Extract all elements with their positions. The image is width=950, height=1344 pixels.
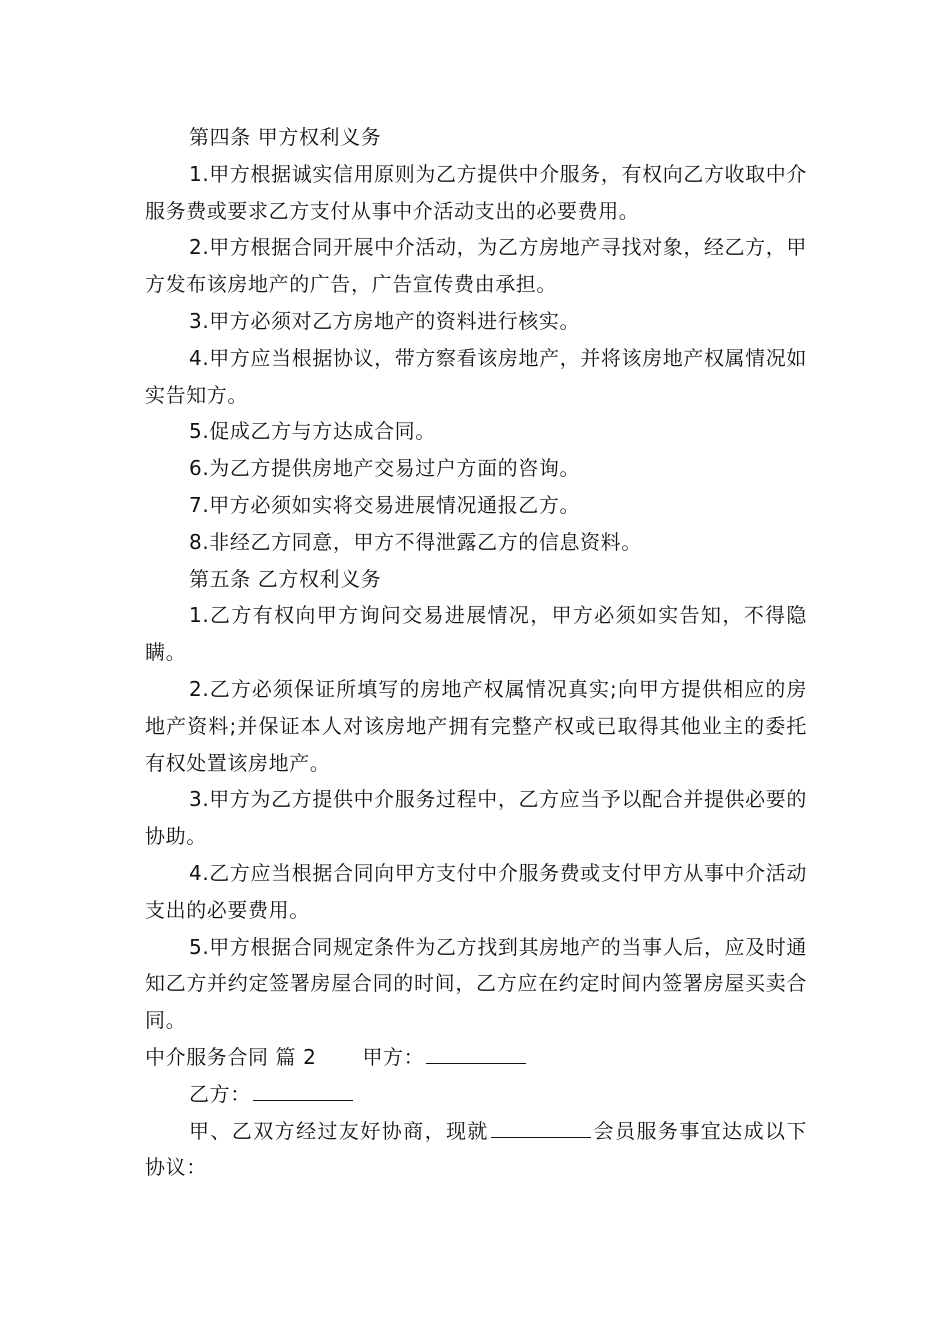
party-b-line <box>145 1076 807 1113</box>
document-page <box>145 119 807 1186</box>
contract-2-heading-line <box>145 1039 807 1076</box>
article-4-item-6: 6.为乙方提供房地产交易过户方面的咨询。 <box>189 456 581 481</box>
agreement-intro-after: 会员服务事宜达成以下协议： <box>145 1118 808 1180</box>
article-4-item-1: 1.甲方根据诚实信用原则为乙方提供中介服务，有权向乙方收取中介服务费或要求乙方支付从事中介活动支出的必要费用。 <box>145 161 807 223</box>
article-4-item-8: 8.非经乙方同意，甲方不得泄露乙方的信息资料。 <box>189 529 642 554</box>
article-5-title: 第五条 乙方权利义务 <box>189 566 382 591</box>
article-5-item-1: 1.乙方有权向甲方询问交易进展情况，甲方必须如实告知，不得隐瞒。 <box>145 603 807 665</box>
article-4-title: 第四条 甲方权利义务 <box>189 125 382 149</box>
agreement-intro <box>145 1113 807 1187</box>
service-blank <box>491 1136 591 1138</box>
party-b-label: 乙方： <box>189 1081 251 1106</box>
party-b-blank <box>253 1099 353 1101</box>
agreement-intro-before: 甲、乙双方经过友好协商，现就 <box>189 1118 489 1143</box>
article-5-item-3: 3.甲方为乙方提供中介服务过程中，乙方应当予以配合并提供必要的协助。 <box>145 787 807 849</box>
article-4-item-3: 3.甲方必须对乙方房地产的资料进行核实。 <box>189 308 581 333</box>
article-4-item-2: 2.甲方根据合同开展中介活动，为乙方房地产寻找对象，经乙方，甲方发布该房地产的广告，广告宣传费由承担。 <box>145 235 807 297</box>
party-a-label: 甲方： <box>362 1044 425 1069</box>
article-4-item-5: 5.促成乙方与方达成合同。 <box>189 419 436 444</box>
article-4-item-4: 4.甲方应当根据协议，带方察看该房地产，并将该房地产权属情况如实告知方。 <box>145 345 807 407</box>
party-a-blank <box>426 1062 526 1064</box>
article-4-item-7: 7.甲方必须如实将交易进展情况通报乙方。 <box>189 492 581 517</box>
article-5-item-2: 2.乙方必须保证所填写的房地产权属情况真实;向甲方提供相应的房地产资料;并保证本人对该房地产拥有完整产权或已取得其他业主的委托有权处置该房地产。 <box>145 676 807 775</box>
article-5-item-5: 5.甲方根据合同规定条件为乙方找到其房地产的当事人后，应及时通知乙方并约定签署房屋合同的时间，乙方应在约定时间内签署房屋买卖合同。 <box>145 934 807 1033</box>
contract-2-heading: 中介服务合同 篇 2 <box>145 1044 317 1069</box>
article-5-item-4: 4.乙方应当根据合同向甲方支付中介服务费或支付甲方从事中介活动支出的必要费用。 <box>145 860 807 922</box>
